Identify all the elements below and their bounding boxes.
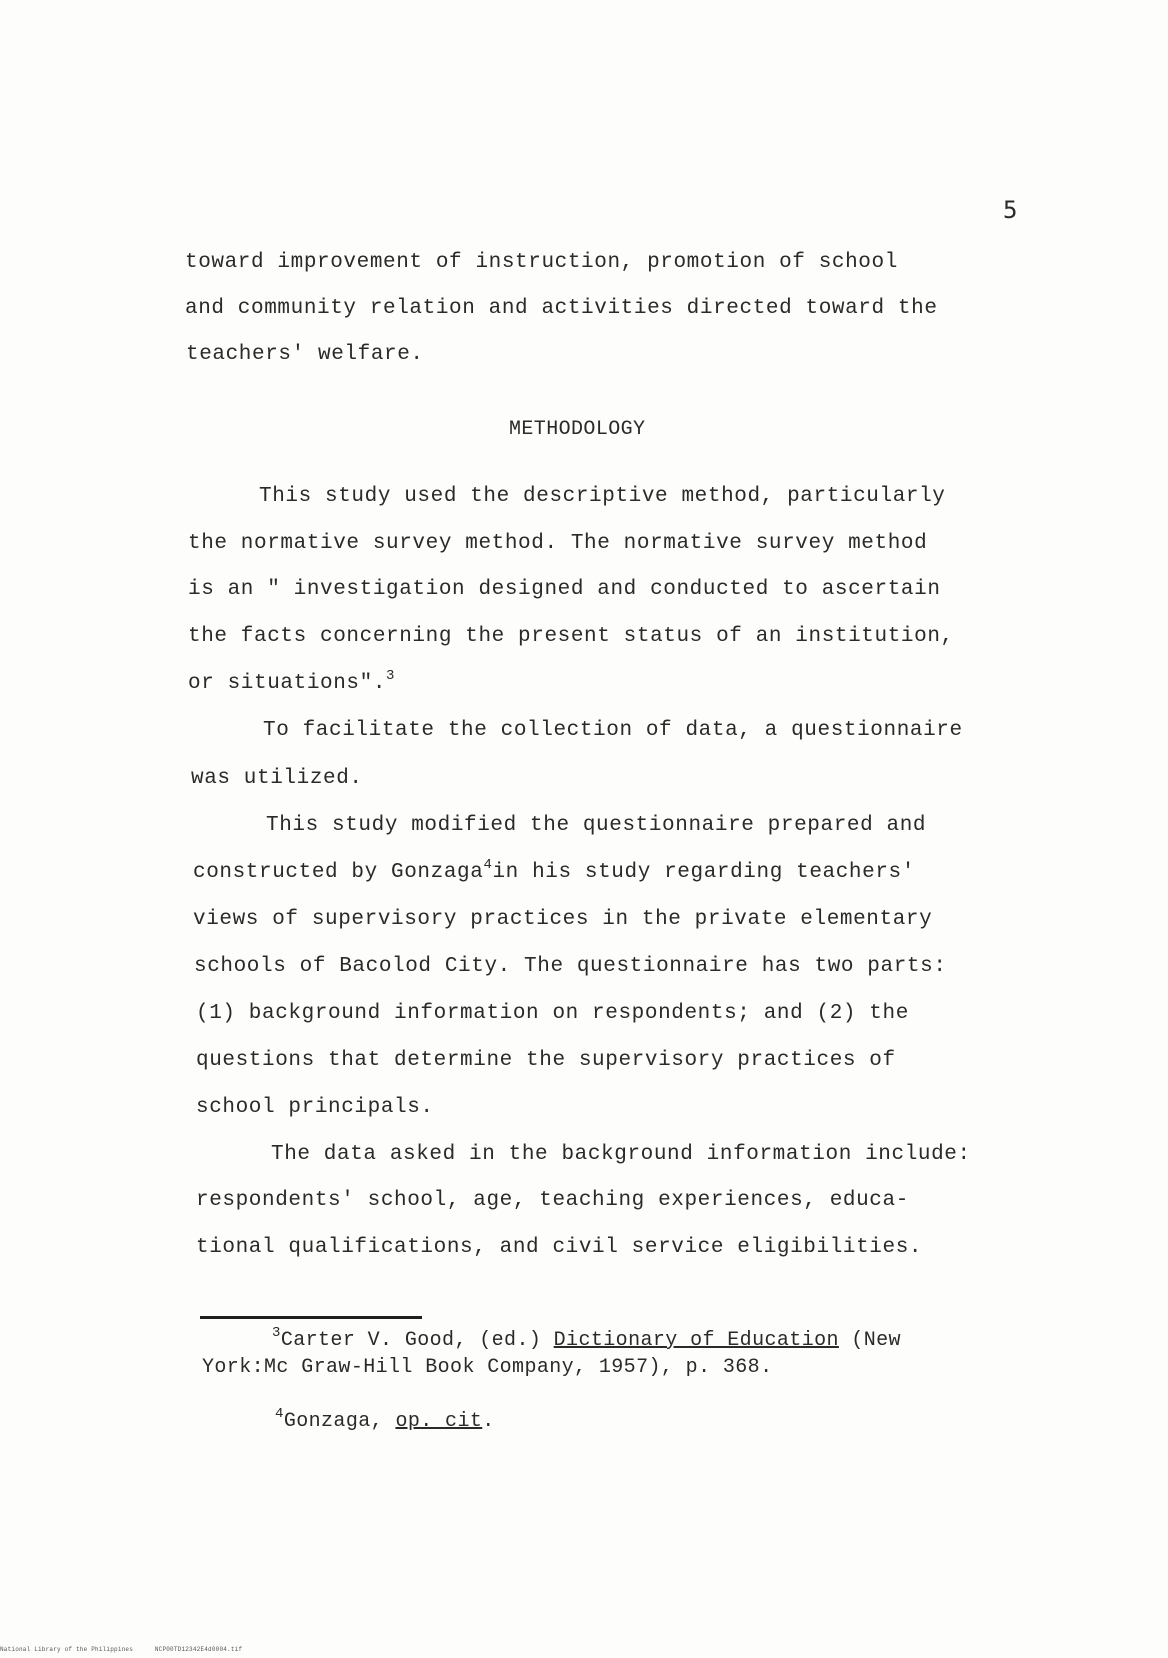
section-heading: METHODOLOGY <box>509 418 646 441</box>
footnote-ref: 3 <box>386 668 396 684</box>
line-text: in his study regarding teachers' <box>492 861 915 884</box>
text-line: school principals. <box>196 1096 434 1119</box>
scan-footer <box>0 1646 260 1653</box>
footnote-text: Gonzaga, <box>283 1410 396 1433</box>
file-code: NCP00TD12342E4d0004.tif <box>154 1646 243 1653</box>
line-text: constructed by Gonzaga <box>193 861 484 884</box>
line-text: or situations". <box>188 672 387 695</box>
footnote-text: . <box>482 1410 495 1433</box>
library-name: National Library of the Philippines <box>0 1646 134 1653</box>
text-line: The data asked in the background information include: <box>271 1143 971 1166</box>
text-line: schools of Bacolod City. The questionnaire has two parts: <box>194 955 947 978</box>
footnote-book-title: Dictionary of Education <box>553 1329 839 1352</box>
text-line: teachers' welfare. <box>186 343 424 366</box>
text-line: respondents' school, age, teaching experiences, educa- <box>196 1189 909 1212</box>
footnote-divider <box>200 1316 422 1319</box>
text-line: This study used the descriptive method, particularly <box>259 485 946 508</box>
text-line: views of supervisory practices in the private elementary <box>193 908 933 931</box>
text-line <box>188 668 396 695</box>
text-line: (1) background information on respondents; and (2) the <box>196 1002 909 1025</box>
text-line: questions that determine the supervisory practices of <box>196 1049 896 1072</box>
text-line: is an " investigation designed and conducted to ascertain <box>188 578 941 601</box>
text-line: tional qualifications, and civil service eligibilities. <box>196 1236 923 1259</box>
text-line: the normative survey method. The normative survey method <box>188 532 928 555</box>
footnote-text: Carter V. Good, (ed.) <box>280 1329 554 1352</box>
footnote-3 <box>272 1325 901 1352</box>
text-line: toward improvement of instruction, promotion of school <box>185 251 898 274</box>
text-line: and community relation and activities directed toward the <box>185 297 938 320</box>
text-line: This study modified the questionnaire prepared and <box>266 814 927 837</box>
text-line: was utilized. <box>191 767 363 790</box>
footnote-citation: op. cit <box>395 1410 483 1433</box>
footnote-text: (New <box>838 1329 901 1352</box>
footnote-4 <box>275 1406 495 1433</box>
text-line: the facts concerning the present status of an institution, <box>188 625 954 648</box>
page-number: 5 <box>1003 196 1018 224</box>
text-line <box>193 857 915 884</box>
footnote-ref: 4 <box>483 857 493 873</box>
text-line: To facilitate the collection of data, a questionnaire <box>263 719 963 742</box>
footnote-mark: 3 <box>272 1325 281 1341</box>
footnote-mark: 4 <box>275 1406 284 1422</box>
footnote-3-continued: York:Mc Graw-Hill Book Company, 1957), p. 368. <box>202 1356 773 1379</box>
